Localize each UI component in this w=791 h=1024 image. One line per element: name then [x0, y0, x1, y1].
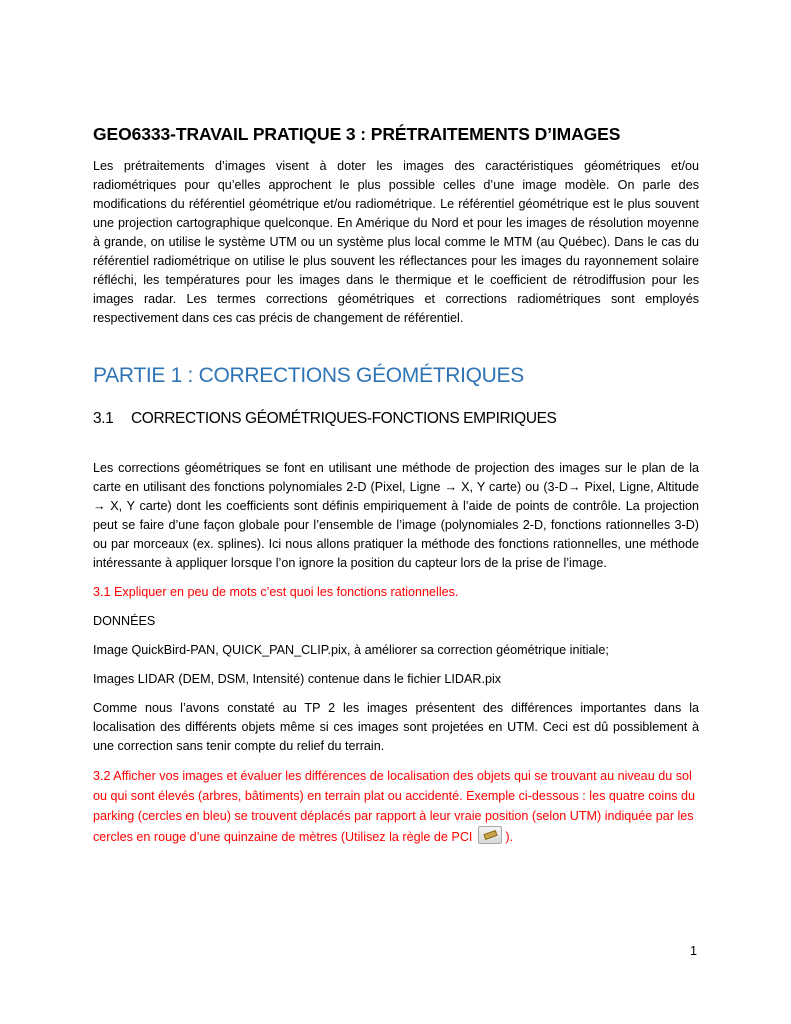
document-title: GEO6333-TRAVAIL PRATIQUE 3 : PRÉTRAITEMENTS D’IMAGES: [93, 124, 621, 144]
data-item-quickbird: Image QuickBird-PAN, QUICK_PAN_CLIP.pix, à améliorer sa correction géométrique initiale;: [93, 643, 609, 657]
question-2: [93, 766, 699, 847]
data-heading: DONNÉES: [93, 614, 156, 628]
tp2-paragraph: Comme nous l’avons constaté au TP 2 les images présentent des différences importantes dans la localisation des différents objets même si ces images sont projetées en UTM. Ceci est dû possiblement à une correction sans tenir compte du relief du terrain.: [93, 701, 699, 753]
data-item-lidar: Images LIDAR (DEM, DSM, Intensité) contenue dans le fichier LIDAR.pix: [93, 672, 502, 686]
page-number: 1: [689, 944, 697, 958]
question-2-end: ).: [505, 830, 514, 844]
section-paragraph: Les corrections géométriques se font en utilisant une méthode de projection des images sur le plan de la carte en utilisant des fonctions polynomiales 2-D (Pixel, Ligne → X, Y carte) ou (3-D→ Pixel, Ligne, Altitude → X, Y carte) dont les coefficients sont définis empiriquement à l’aide de points de contrôle. La projection peut se faire d’une façon globale pour l’ensemble de l’image (polynomiales 2-D, fonctions rationnelles 3-D) ou par morceaux (ex. splines). Ici nous allons pratiquer la méthode des fonctions rationnelles, une méthode intéressante à appliquer lorsque l’on ignore la position du capteur lors de la prise de l’image.: [93, 461, 699, 570]
section-title: CORRECTIONS GÉOMÉTRIQUES-FONCTIONS EMPIRIQUES: [131, 410, 557, 427]
ruler-icon: [478, 826, 502, 844]
question-2-text: 3.2 Afficher vos images et évaluer les différences de localisation des objets qui se trouvant au niveau du sol ou qui sont élevés (arbres, bâtiments) en terrain plat ou accidenté. Exemple ci-dessous : les quatre coins du parking (cercles en bleu) se trouvent déplacés par rapport à leur vraie position (selon UTM) indiquée par les cercles en rouge d’une quinzaine de mètres (Utilisez la règle de PCI: [93, 769, 696, 844]
intro-paragraph: Les prétraitements d’images visent à doter les images des caractéristiques géométriques et/ou radiométriques pour qu’elles approchent le plus possible celles d’une image modèle. On parle des modifications du référentiel géométrique et/ou radiométrique. Le référentiel géométrique est le plus souvent une projection cartographique quelconque. En Amérique du Nord et pour les images de résolution moyenne à grande, on utilise le système UTM ou un système plus local comme le MTM (au Québec). Dans le cas du référentiel radiométrique on utilise le plus souvent les réflectances pour les images du rayonnement solaire réfléchi, les températures pour les images dans le thermique et le coefficient de rétrodiffusion pour les images radar. Les termes corrections géométriques et corrections radiométriques sont employés respectivement dans ces cas précis de changement de référentiel.: [93, 159, 699, 325]
section-heading: [93, 410, 699, 428]
section-number: 3.1: [93, 410, 114, 427]
question-1: 3.1 Expliquer en peu de mots c’est quoi les fonctions rationnelles.: [93, 585, 459, 599]
page-content: [93, 124, 699, 847]
part-title: PARTIE 1 : CORRECTIONS GÉOMÉTRIQUES: [93, 364, 524, 387]
